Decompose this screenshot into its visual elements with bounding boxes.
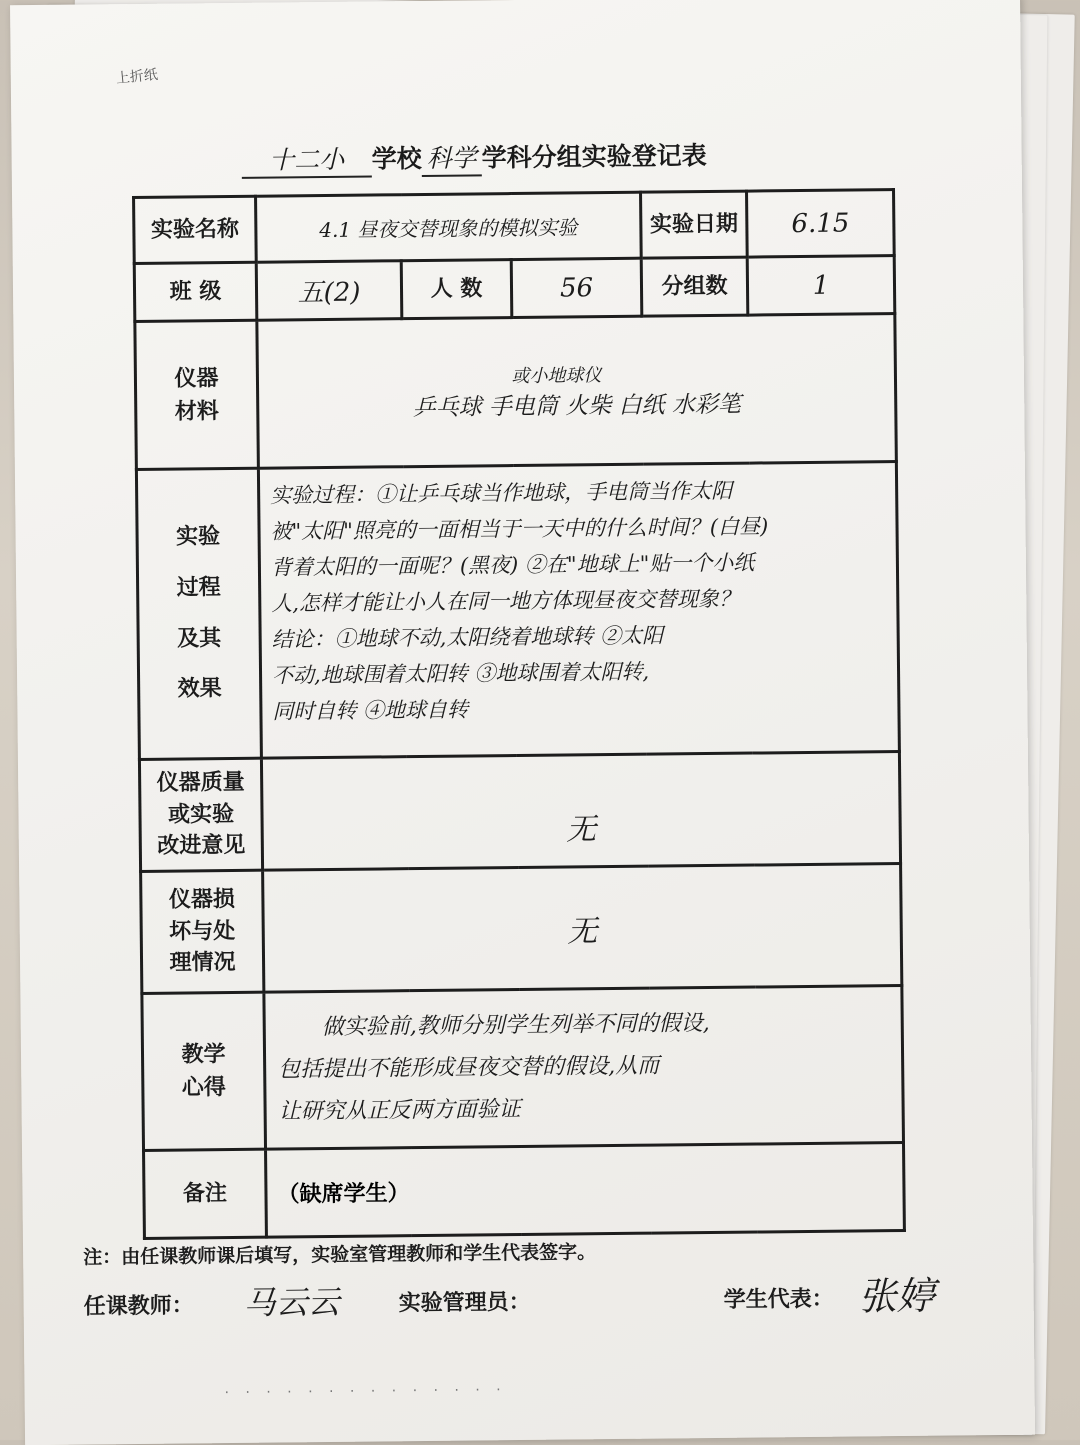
name-label: 实验名称: [134, 196, 257, 263]
count-value: 56: [511, 258, 642, 317]
materials-label-line: 材料: [174, 398, 219, 425]
damage-label-line: 坏与处: [169, 918, 236, 945]
corner-scribble: 上折纸: [115, 66, 159, 87]
quality-label-line: 改进意见: [157, 833, 246, 860]
process-label-line: 实验: [175, 524, 221, 550]
materials-label-line: 仪器: [174, 365, 219, 392]
class-label: 班 级: [134, 262, 257, 321]
process-label-line: 效果: [177, 676, 222, 702]
process-label-line: 及其: [177, 625, 222, 652]
remark-value: （缺席学生）: [266, 1142, 905, 1237]
admin-label: 实验管理员：: [398, 1289, 531, 1317]
teaching-label-line: 心得: [181, 1075, 227, 1101]
remark-label: 备注: [144, 1149, 267, 1238]
student-signature: 张婷: [858, 1273, 935, 1319]
quality-label: [139, 758, 262, 871]
process-line: 人,怎样才能让小人在同一地方体现昼夜交替现象？: [271, 586, 741, 616]
damage-label: [141, 870, 264, 993]
student-label: 学生代表：: [723, 1286, 834, 1313]
damage-value: 无: [263, 864, 902, 993]
materials-cell: [257, 314, 897, 469]
toner-specks: · · · · · · · · · · · · · ·: [224, 1382, 507, 1402]
quality-label-line: 仪器质量: [156, 769, 245, 796]
groups-label: 分组数: [641, 257, 748, 316]
school-fill: 十二小: [241, 140, 371, 179]
name-value: 4.1 昼夜交替现象的模拟实验: [256, 192, 642, 262]
teacher-signature: 马云云: [243, 1282, 340, 1322]
experiment-form-table: [132, 188, 906, 1240]
date-value: 6.15: [747, 190, 895, 258]
date-label: 实验日期: [641, 191, 748, 258]
damage-label-line: 仪器损: [168, 886, 236, 913]
damage-label-line: 理情况: [169, 950, 236, 977]
teaching-line: 让研究从正反两方面验证: [278, 1097, 521, 1125]
groups-value: 1: [747, 256, 895, 316]
materials-label: [135, 320, 259, 469]
process-label: [136, 468, 261, 759]
title-rest: 学科分组实验登记表: [481, 141, 707, 173]
process-line: 背着太阳的一面呢？(黑夜) ②在"地球上"贴一个小纸: [270, 550, 755, 580]
quality-value: 无: [261, 752, 900, 871]
process-line: 结论：①地球不动,太阳绕着地球转 ②太阳: [271, 623, 664, 652]
teacher-label: 任课教师：: [83, 1293, 194, 1320]
teaching-line: 包括提出不能形成昼夜交替的假设,从而: [278, 1053, 660, 1083]
teaching-label-line: 教学: [181, 1042, 226, 1068]
materials-value: 乒乓球 手电筒 火柴 白纸 水彩笔: [412, 391, 742, 422]
registration-form-sheet: [10, 0, 1035, 1445]
materials-insert: 或小地球仪: [511, 365, 602, 388]
teaching-line: 做实验前,教师分别学生列举不同的假设,: [321, 1011, 710, 1041]
footer-note: 注：由任课教师课后填写，实验室管理教师和学生代表签字。: [83, 1241, 597, 1269]
signature-row: [83, 1270, 983, 1329]
title-school-suffix: 学校: [371, 143, 422, 174]
process-content: [258, 462, 899, 759]
subject-fill: 科学: [421, 138, 481, 177]
form-title: [241, 135, 801, 181]
teaching-content: [264, 986, 904, 1150]
process-line: 被"太阳"照亮的一面相当于一天中的什么时间？(白昼): [270, 514, 769, 544]
process-line: 实验过程：①让乒乓球当作地球，手电筒当作太阳: [270, 478, 733, 508]
teaching-label: [142, 992, 266, 1150]
process-label-line: 过程: [176, 575, 221, 601]
quality-label-line: 或实验: [167, 801, 235, 828]
count-label: 人 数: [401, 260, 512, 319]
process-line: 同时自转 ④地球自转: [272, 697, 469, 724]
class-value: 五(2): [256, 261, 402, 321]
process-line: 不动,地球围着太阳转 ③地球围着太阳转,: [271, 659, 650, 688]
